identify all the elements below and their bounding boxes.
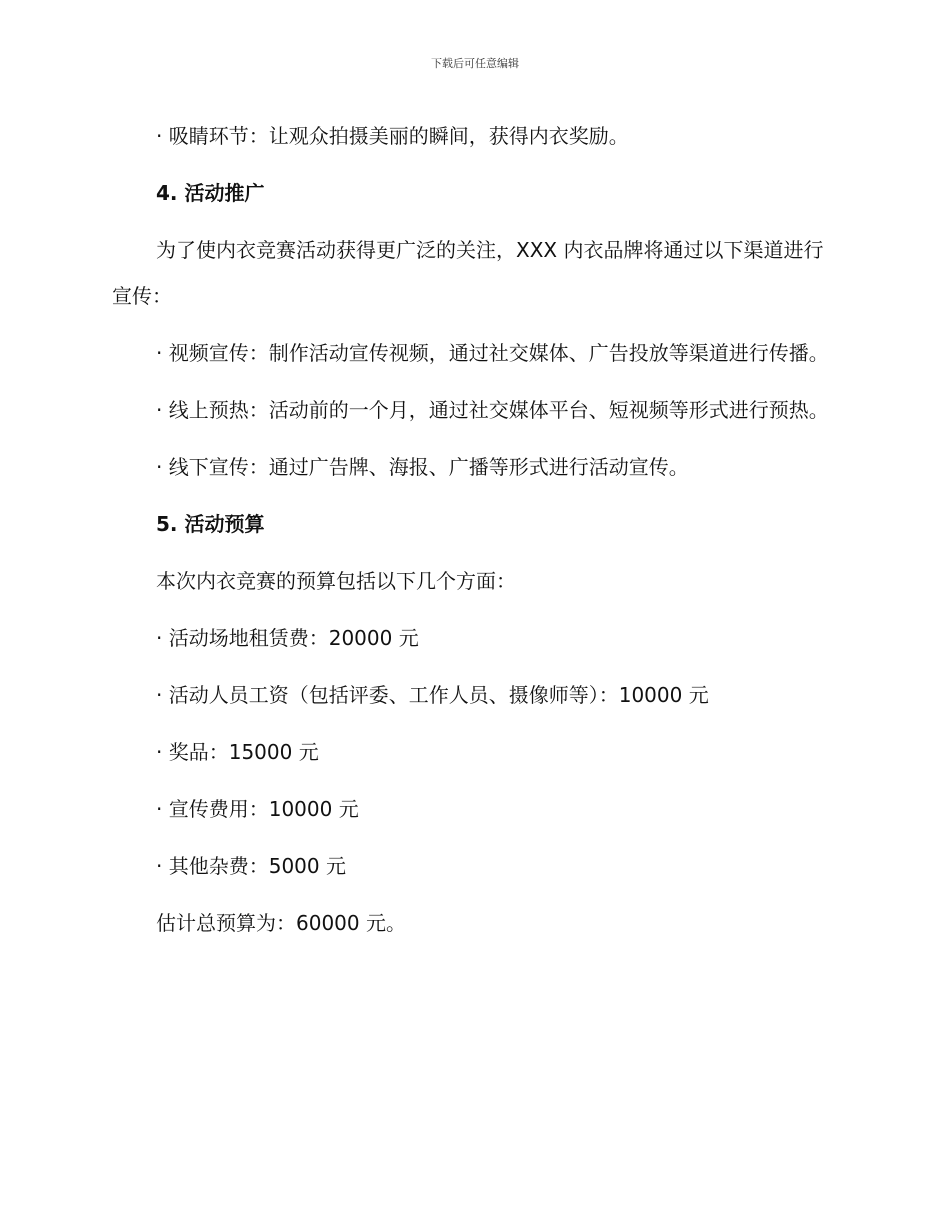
bullet-video-promotion: · 视频宣传：制作活动宣传视频，通过社交媒体、广告投放等渠道进行传播。 bbox=[156, 341, 829, 365]
section-heading-promotion: 4. 活动推广 bbox=[156, 181, 265, 205]
bullet-online-warmup: · 线上预热：活动前的一个月，通过社交媒体平台、短视频等形式进行预热。 bbox=[156, 398, 829, 422]
budget-item-prizes: · 奖品：15000 元 bbox=[156, 740, 319, 764]
page-header: 下载后可任意编辑 bbox=[431, 57, 519, 70]
budget-item-publicity: · 宣传费用：10000 元 bbox=[156, 797, 359, 821]
bullet-offline-promotion: · 线下宣传：通过广告牌、海报、广播等形式进行活动宣传。 bbox=[156, 455, 689, 479]
budget-intro: 本次内衣竞赛的预算包括以下几个方面： bbox=[156, 569, 516, 593]
budget-item-misc: · 其他杂费：5000 元 bbox=[156, 854, 346, 878]
document-body bbox=[112, 113, 837, 957]
section-heading-budget: 5. 活动预算 bbox=[156, 512, 265, 536]
budget-item-venue: · 活动场地租赁费：20000 元 bbox=[156, 626, 419, 650]
bullet-attraction: · 吸睛环节：让观众拍摄美丽的瞬间，获得内衣奖励。 bbox=[156, 124, 629, 148]
promotion-intro: 为了使内衣竞赛活动获得更广泛的关注，XXX 内衣品牌将通过以下渠道进行宣传： bbox=[112, 238, 824, 308]
budget-item-staff: · 活动人员工资（包括评委、工作人员、摄像师等）：10000 元 bbox=[156, 683, 709, 707]
budget-total: 估计总预算为：60000 元。 bbox=[156, 911, 406, 935]
